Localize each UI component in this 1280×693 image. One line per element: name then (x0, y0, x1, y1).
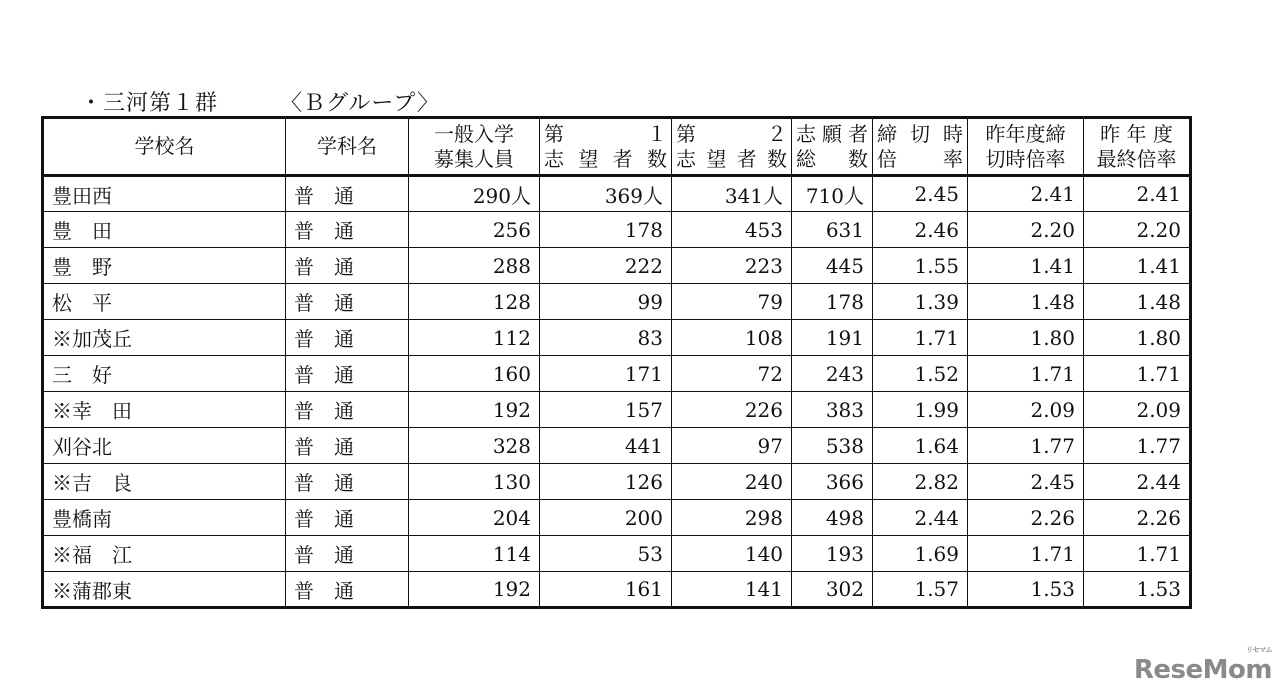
title-prefix: ・三河第１群 (80, 91, 219, 116)
total-applicants-cell: 538 (792, 428, 873, 464)
deadline-rate-cell: 2.46 (873, 212, 968, 248)
application-table (41, 116, 1192, 609)
total-applicants-cell: 302 (792, 572, 873, 608)
department-cell: 普 通 (286, 464, 409, 500)
recruitment-cell: 328 (409, 428, 540, 464)
department-cell: 普 通 (286, 284, 409, 320)
last-year-deadline-rate-cell: 2.20 (968, 212, 1084, 248)
first-choice-cell: 83 (540, 320, 672, 356)
first-choice-cell: 126 (540, 464, 672, 500)
table-row (43, 464, 1191, 500)
second-choice-cell: 223 (672, 248, 792, 284)
total-applicants-cell: 178 (792, 284, 873, 320)
last-year-deadline-rate-cell: 2.41 (968, 176, 1084, 212)
last-year-deadline-rate-cell: 1.41 (968, 248, 1084, 284)
deadline-rate-cell: 2.82 (873, 464, 968, 500)
school-name-cell: 三 好 (43, 356, 286, 392)
recruitment-cell: 192 (409, 392, 540, 428)
first-choice-cell: 441 (540, 428, 672, 464)
first-choice-cell: 157 (540, 392, 672, 428)
second-choice-cell: 79 (672, 284, 792, 320)
first-choice-cell: 200 (540, 500, 672, 536)
table-row (43, 572, 1191, 608)
total-applicants-cell: 383 (792, 392, 873, 428)
column-header (540, 118, 672, 176)
school-name-cell: 豊田西 (43, 176, 286, 212)
column-header-line: 志願者 (796, 121, 868, 146)
school-name-cell: ※吉 良 (43, 464, 286, 500)
last-year-deadline-rate-cell: 1.80 (968, 320, 1084, 356)
school-name-cell: 松 平 (43, 284, 286, 320)
last-year-final-rate-cell: 1.48 (1084, 284, 1191, 320)
column-header-line: 昨 年 度 (1100, 121, 1173, 146)
school-name-cell: 豊橋南 (43, 500, 286, 536)
column-header-line: 第 ２ (676, 121, 787, 146)
school-name-cell: 刈谷北 (43, 428, 286, 464)
table-header-row (43, 118, 1191, 176)
column-header-line: 学校名 (134, 134, 195, 158)
deadline-rate-cell: 1.71 (873, 320, 968, 356)
column-header-line: 倍 率 (877, 146, 963, 171)
first-choice-cell: 99 (540, 284, 672, 320)
first-choice-cell: 178 (540, 212, 672, 248)
table-row (43, 536, 1191, 572)
school-name-cell: ※蒲郡東 (43, 572, 286, 608)
total-applicants-cell: 243 (792, 356, 873, 392)
first-choice-cell: 53 (540, 536, 672, 572)
department-cell: 普 通 (286, 392, 409, 428)
last-year-final-rate-cell: 2.09 (1084, 392, 1191, 428)
last-year-deadline-rate-cell: 2.09 (968, 392, 1084, 428)
column-header (792, 118, 873, 176)
column-header-line: 学科名 (317, 134, 377, 158)
school-name-cell: ※加茂丘 (43, 320, 286, 356)
column-header-line: 切時倍率 (985, 146, 1066, 171)
last-year-deadline-rate-cell: 2.45 (968, 464, 1084, 500)
column-header-line: 志望者数 (544, 146, 667, 171)
last-year-final-rate-cell: 1.71 (1084, 536, 1191, 572)
second-choice-cell: 453 (672, 212, 792, 248)
total-applicants-cell: 631 (792, 212, 873, 248)
column-header (43, 118, 286, 176)
recruitment-cell: 130 (409, 464, 540, 500)
table-row (43, 500, 1191, 536)
last-year-final-rate-cell: 2.20 (1084, 212, 1191, 248)
recruitment-cell: 160 (409, 356, 540, 392)
deadline-rate-cell: 1.57 (873, 572, 968, 608)
last-year-deadline-rate-cell: 2.26 (968, 500, 1084, 536)
column-header (968, 118, 1084, 176)
department-cell: 普 通 (286, 320, 409, 356)
table-body (43, 176, 1191, 608)
last-year-final-rate-cell: 2.44 (1084, 464, 1191, 500)
department-cell: 普 通 (286, 176, 409, 212)
department-cell: 普 通 (286, 500, 409, 536)
second-choice-cell: 140 (672, 536, 792, 572)
last-year-final-rate-cell: 2.26 (1084, 500, 1191, 536)
department-cell: 普 通 (286, 212, 409, 248)
column-header-line: 募集人員 (434, 146, 514, 171)
title-group: 〈Ｂグループ〉 (280, 91, 440, 116)
deadline-rate-cell: 1.55 (873, 248, 968, 284)
table-row (43, 248, 1191, 284)
last-year-final-rate-cell: 1.41 (1084, 248, 1191, 284)
first-choice-cell: 161 (540, 572, 672, 608)
second-choice-cell: 298 (672, 500, 792, 536)
resemom-logo-text: ReseMom (1133, 655, 1272, 685)
total-applicants-cell: 193 (792, 536, 873, 572)
last-year-deadline-rate-cell: 1.71 (968, 536, 1084, 572)
second-choice-cell: 97 (672, 428, 792, 464)
second-choice-cell: 240 (672, 464, 792, 500)
deadline-rate-cell: 1.64 (873, 428, 968, 464)
total-applicants-cell: 191 (792, 320, 873, 356)
table-row (43, 284, 1191, 320)
last-year-final-rate-cell: 1.71 (1084, 356, 1191, 392)
deadline-rate-cell: 2.44 (873, 500, 968, 536)
deadline-rate-cell: 1.39 (873, 284, 968, 320)
total-applicants-cell: 710人 (792, 176, 873, 212)
column-header-line: 第 １ (544, 121, 667, 146)
table-row (43, 392, 1191, 428)
last-year-final-rate-cell: 1.53 (1084, 572, 1191, 608)
column-header (873, 118, 968, 176)
school-name-cell: ※福 江 (43, 536, 286, 572)
department-cell: 普 通 (286, 572, 409, 608)
second-choice-cell: 341人 (672, 176, 792, 212)
second-choice-cell: 108 (672, 320, 792, 356)
column-header (286, 118, 409, 176)
department-cell: 普 通 (286, 428, 409, 464)
recruitment-cell: 192 (409, 572, 540, 608)
recruitment-cell: 290人 (409, 176, 540, 212)
resemom-logo-small: リセマム (1246, 646, 1272, 654)
recruitment-cell: 204 (409, 500, 540, 536)
column-header-line: 昨年度締 (985, 121, 1066, 146)
total-applicants-cell: 366 (792, 464, 873, 500)
table-row (43, 176, 1191, 212)
column-header (672, 118, 792, 176)
first-choice-cell: 171 (540, 356, 672, 392)
column-header (1084, 118, 1191, 176)
last-year-deadline-rate-cell: 1.48 (968, 284, 1084, 320)
column-header-line: 志望者数 (676, 146, 787, 171)
school-name-cell: ※幸 田 (43, 392, 286, 428)
deadline-rate-cell: 1.69 (873, 536, 968, 572)
recruitment-cell: 112 (409, 320, 540, 356)
resemom-logo (1133, 646, 1272, 685)
deadline-rate-cell: 1.52 (873, 356, 968, 392)
second-choice-cell: 141 (672, 572, 792, 608)
table-row (43, 428, 1191, 464)
last-year-final-rate-cell: 1.80 (1084, 320, 1191, 356)
last-year-deadline-rate-cell: 1.71 (968, 356, 1084, 392)
school-name-cell: 豊 田 (43, 212, 286, 248)
recruitment-cell: 256 (409, 212, 540, 248)
column-header-line: 総 数 (796, 146, 868, 171)
recruitment-cell: 288 (409, 248, 540, 284)
column-header-line: 最終倍率 (1096, 146, 1177, 171)
last-year-deadline-rate-cell: 1.53 (968, 572, 1084, 608)
department-cell: 普 通 (286, 248, 409, 284)
school-name-cell: 豊 野 (43, 248, 286, 284)
page-title (80, 86, 440, 117)
first-choice-cell: 222 (540, 248, 672, 284)
department-cell: 普 通 (286, 356, 409, 392)
last-year-deadline-rate-cell: 1.77 (968, 428, 1084, 464)
table-row (43, 320, 1191, 356)
column-header-line: 締切時 (877, 121, 963, 146)
first-choice-cell: 369人 (540, 176, 672, 212)
column-header (409, 118, 540, 176)
total-applicants-cell: 445 (792, 248, 873, 284)
column-header-line: 一般入学 (434, 121, 514, 146)
total-applicants-cell: 498 (792, 500, 873, 536)
table-row (43, 212, 1191, 248)
deadline-rate-cell: 2.45 (873, 176, 968, 212)
recruitment-cell: 128 (409, 284, 540, 320)
last-year-final-rate-cell: 2.41 (1084, 176, 1191, 212)
second-choice-cell: 72 (672, 356, 792, 392)
second-choice-cell: 226 (672, 392, 792, 428)
last-year-final-rate-cell: 1.77 (1084, 428, 1191, 464)
department-cell: 普 通 (286, 536, 409, 572)
recruitment-cell: 114 (409, 536, 540, 572)
deadline-rate-cell: 1.99 (873, 392, 968, 428)
table-row (43, 356, 1191, 392)
